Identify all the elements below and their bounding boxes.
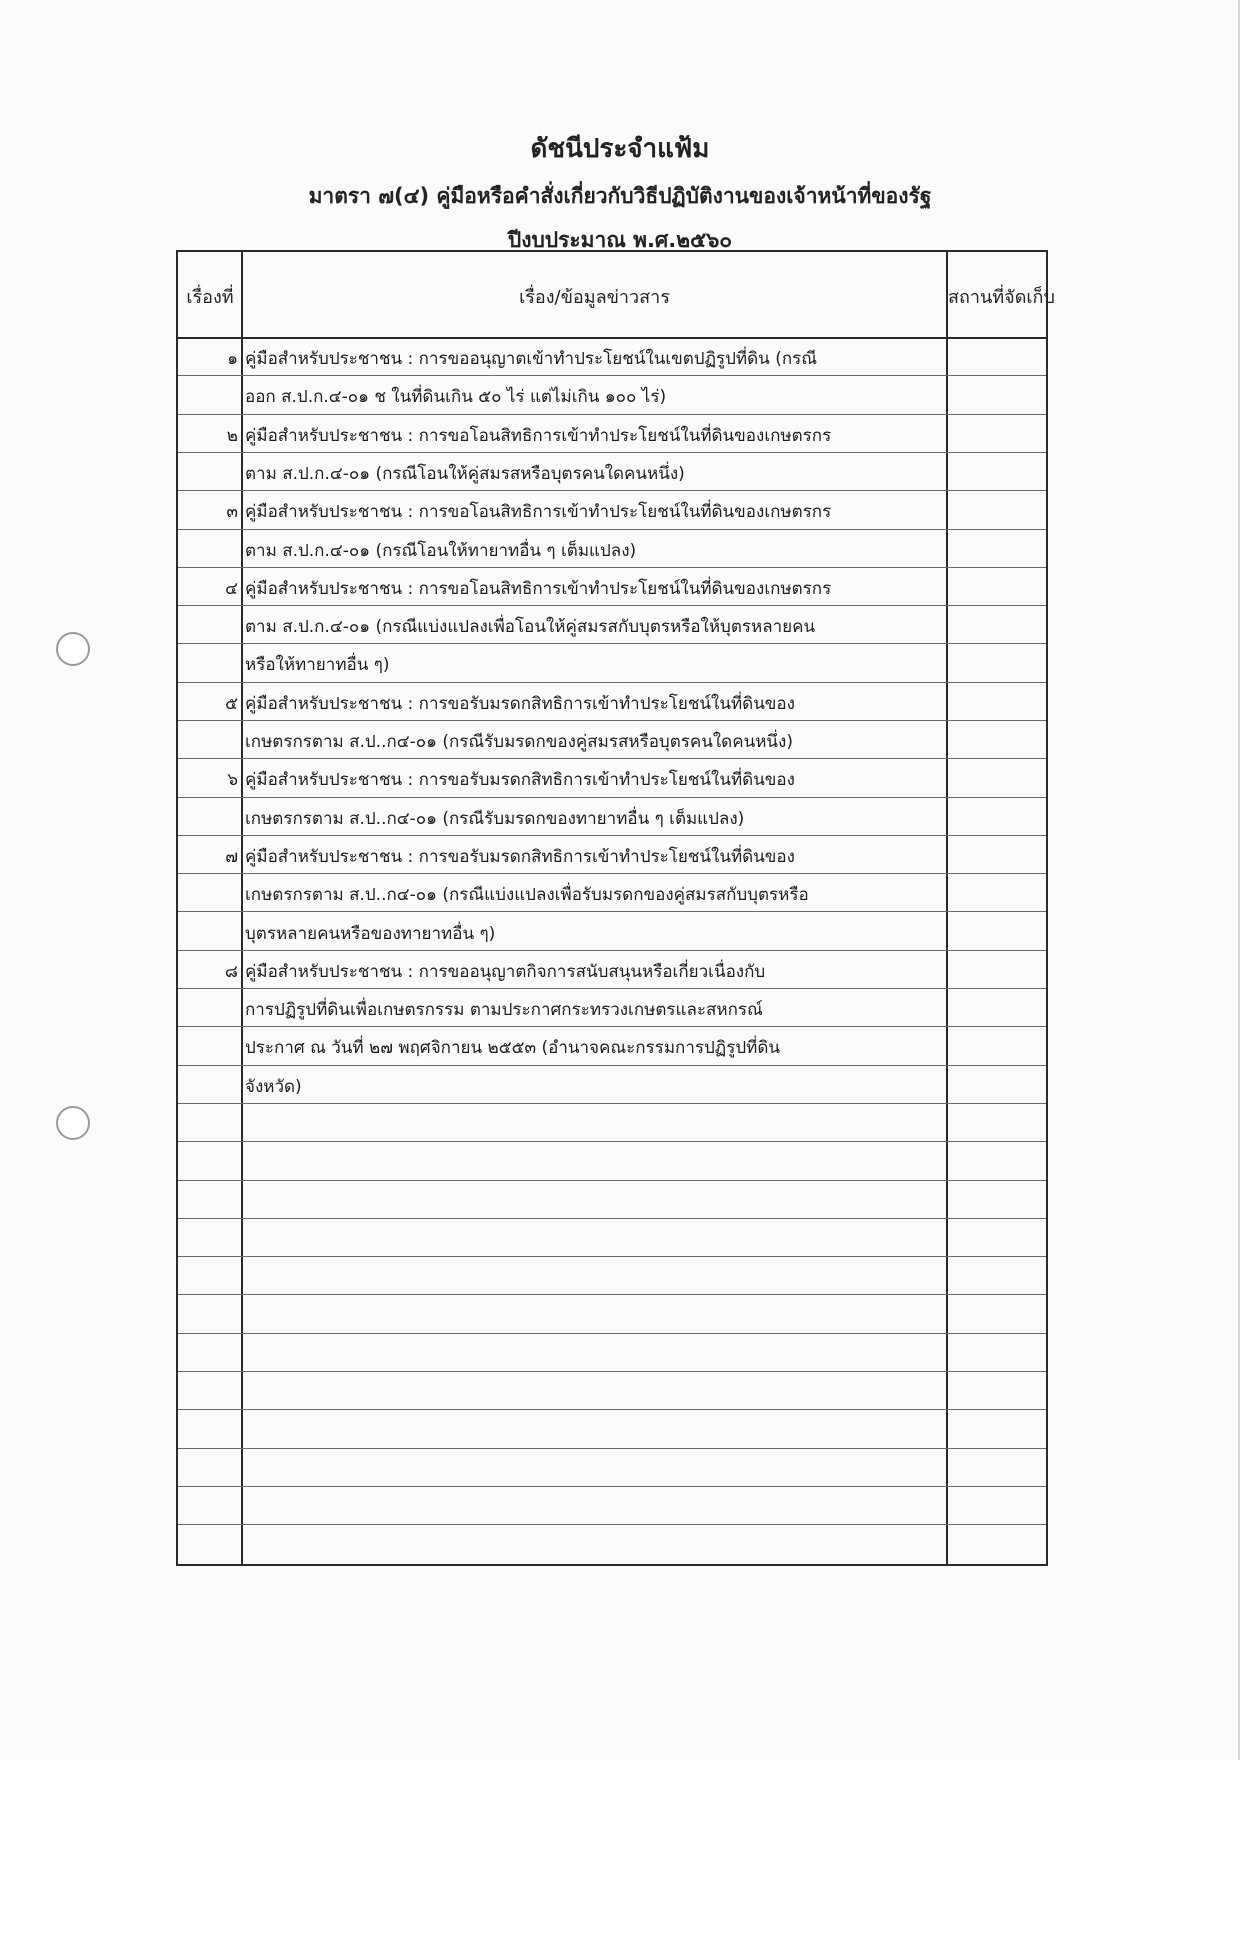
ruled-line — [178, 988, 1046, 989]
ruled-line — [178, 643, 1046, 644]
item-number: ๖ — [227, 770, 238, 791]
ruled-line — [178, 1409, 1046, 1410]
subject-line: เกษตรกรตาม ส.ป..ก๔-๐๑ (กรณีรับมรดกของคู่สมรสหรือบุตรคนใดคนหนึ่ง) — [245, 732, 793, 752]
ruled-line — [178, 1524, 1046, 1525]
ruled-line — [178, 1294, 1046, 1295]
subject-line: คู่มือสำหรับประชาชน : การขออนุญาตกิจการสนับสนุนหรือเกี่ยวเนื่องกับ — [245, 961, 766, 982]
header-item-number: เรื่องที่ — [186, 287, 234, 308]
ruled-line — [178, 1333, 1046, 1334]
header-subject: เรื่อง/ข้อมูลข่าวสาร — [519, 287, 670, 308]
subject-line: เกษตรกรตาม ส.ป..ก๔-๐๑ (กรณีแบ่งแปลงเพื่อรับมรดกของคู่สมรสกับบุตรหรือ — [245, 885, 809, 906]
index-table — [176, 250, 1055, 1566]
ruled-line — [178, 529, 1046, 530]
ruled-line — [178, 1141, 1046, 1142]
subject-line: ออก ส.ป.ก.๔-๐๑ ช ในที่ดินเกิน ๕๐ ไร่ แต่ไม่เกิน ๑๐๐ ไร่) — [245, 387, 667, 408]
subject-line: ประกาศ ณ วันที่ ๒๗ พฤศจิกายน ๒๕๕๓ (อำนาจคณะกรรมการปฏิรูปที่ดิน — [245, 1038, 780, 1059]
subject-line: การปฏิรูปที่ดินเพื่อเกษตรกรรม ตามประกาศกระทรวงเกษตรและสหกรณ์ — [245, 1000, 763, 1021]
ruled-line — [178, 797, 1046, 798]
subject-line: หรือให้ทายาทอื่น ๆ) — [245, 655, 390, 676]
subject-line: บุตรหลายคนหรือของทายาทอื่น ๆ) — [245, 923, 496, 944]
ruled-line — [178, 682, 1046, 683]
page-margin — [0, 1760, 1240, 1948]
ruled-line — [178, 950, 1046, 951]
ruled-line — [178, 873, 1046, 874]
punch-hole-top — [56, 632, 90, 666]
ruled-line — [178, 758, 1046, 759]
subject-line: คู่มือสำหรับประชาชน : การขอโอนสิทธิการเข้าทำประโยชน์ในที่ดินของเกษตรกร — [245, 502, 832, 523]
subject-line: ตาม ส.ป.ก.๔-๐๑ (กรณีโอนให้คู่สมรสหรือบุตรคนใดคนหนึ่ง) — [245, 463, 685, 484]
subject-line: คู่มือสำหรับประชาชน : การขอโอนสิทธิการเข้าทำประโยชน์ในที่ดินของเกษตรกร — [245, 578, 832, 599]
ruled-line — [178, 1218, 1046, 1219]
header-storage-location: สถานที่จัดเก็บ — [948, 287, 1055, 308]
subject-line: ตาม ส.ป.ก.๔-๐๑ (กรณีแบ่งแปลงเพื่อโอนให้คู่สมรสกับบุตรหรือให้บุตรหลายคน — [245, 617, 816, 638]
subject-line: คู่มือสำหรับประชาชน : การขอโอนสิทธิการเข้าทำประโยชน์ในที่ดินของเกษตรกร — [245, 425, 832, 446]
ruled-line — [178, 1371, 1046, 1372]
fiscal-year: ปีงบประมาณ พ.ศ.๒๕๖๐ — [507, 228, 733, 252]
ruled-line — [178, 911, 1046, 912]
ruled-line — [178, 1103, 1046, 1104]
ruled-line — [178, 605, 1046, 606]
ruled-line — [178, 1448, 1046, 1449]
subject-line: คู่มือสำหรับประชาชน : การขอรับมรดกสิทธิการเข้าทำประโยชน์ในที่ดินของ — [245, 770, 795, 791]
ruled-line — [178, 1180, 1046, 1181]
item-number: ๓ — [226, 502, 238, 523]
punch-hole-bottom — [56, 1106, 90, 1140]
subject-line: คู่มือสำหรับประชาชน : การขอรับมรดกสิทธิการเข้าทำประโยชน์ในที่ดินของ — [245, 846, 795, 867]
subject-line: ตาม ส.ป.ก.๔-๐๑ (กรณีโอนให้ทายาทอื่น ๆ เต็มแปลง) — [245, 540, 637, 561]
ruled-line — [178, 1486, 1046, 1487]
ruled-line — [178, 375, 1046, 376]
ruled-line — [178, 452, 1046, 453]
ruled-line — [178, 1026, 1046, 1027]
item-number: ๘ — [224, 961, 238, 982]
ruled-line — [178, 1065, 1046, 1066]
subject-line: เกษตรกรตาม ส.ป..ก๔-๐๑ (กรณีรับมรดกของทายาทอื่น ๆ เต็มแปลง) — [245, 808, 745, 829]
ruled-line — [178, 490, 1046, 491]
ruled-line — [178, 1256, 1046, 1257]
subject-line: คู่มือสำหรับประชาชน : การขออนุญาตเข้าทำประโยชน์ในเขตปฏิรูปที่ดิน (กรณี — [245, 349, 818, 369]
ruled-line — [178, 414, 1046, 415]
item-number: ๑ — [227, 349, 238, 369]
ruled-line — [178, 720, 1046, 721]
document-subtitle: มาตรา ๗(๔) คู่มือหรือคำสั่งเกี่ยวกับวิธีปฏิบัติงานของเจ้าหน้าที่ของรัฐ — [308, 184, 932, 208]
subject-line: คู่มือสำหรับประชาชน : การขอรับมรดกสิทธิการเข้าทำประโยชน์ในที่ดินของ — [245, 693, 795, 714]
item-number: ๔ — [225, 578, 238, 599]
document-title: ดัชนีประจำแฟ้ม — [530, 134, 710, 164]
ruled-line — [178, 567, 1046, 568]
column-divider-1 — [241, 252, 243, 1564]
item-number: ๕ — [225, 693, 238, 714]
subject-line: จังหวัด) — [245, 1076, 302, 1097]
column-divider-2 — [946, 252, 948, 1564]
header-divider — [178, 337, 1046, 339]
ruled-line — [178, 835, 1046, 836]
item-number: ๒ — [226, 425, 238, 446]
item-number: ๗ — [225, 846, 238, 867]
